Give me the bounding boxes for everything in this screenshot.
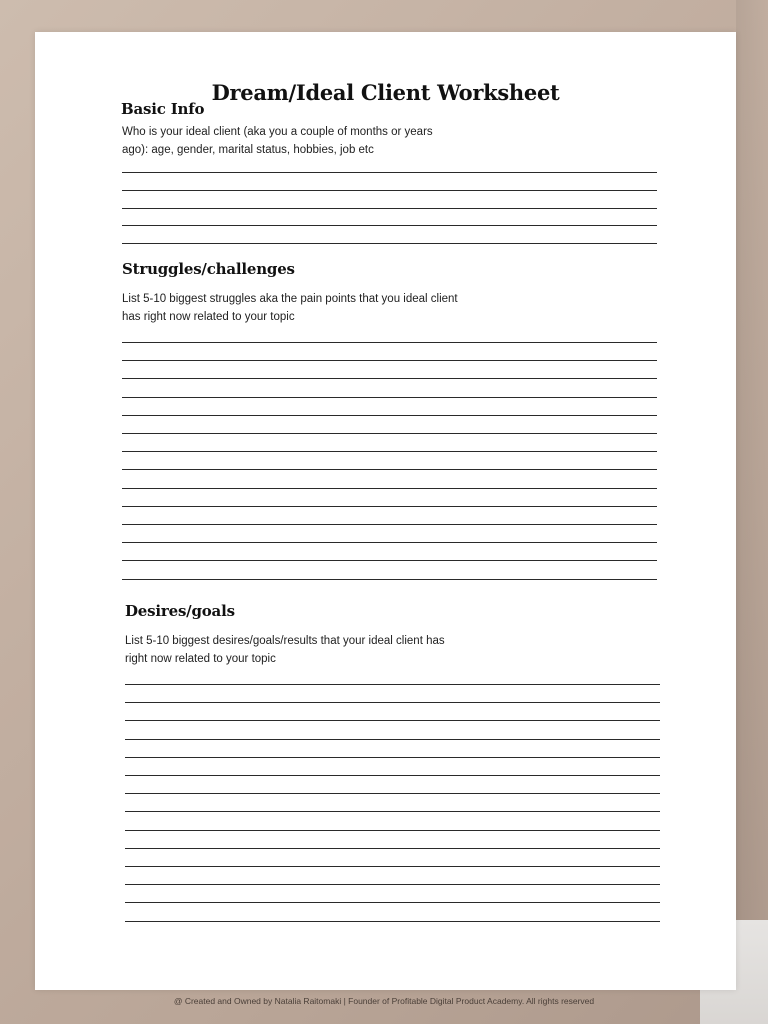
answer-line: [122, 469, 657, 470]
answer-line: [125, 702, 660, 703]
answer-line: [125, 866, 660, 867]
answer-line: [122, 378, 657, 379]
answer-line: [122, 433, 657, 434]
answer-line: [125, 739, 660, 740]
answer-line: [125, 720, 660, 721]
answer-line: [125, 884, 660, 885]
answer-line: [122, 542, 657, 543]
answer-line: [125, 830, 660, 831]
worksheet-page: [35, 32, 736, 990]
section-prompt-desires: List 5-10 biggest desires/goals/results that your ideal client has right now related to your topic: [125, 635, 445, 665]
answer-line: [122, 225, 657, 226]
answer-line: [122, 560, 657, 561]
answer-line: [122, 524, 657, 525]
answer-line: [122, 579, 657, 580]
section-heading-struggles: Struggles/challenges: [122, 260, 295, 278]
answer-line: [122, 342, 657, 343]
answer-line: [125, 793, 660, 794]
answer-line: [122, 172, 657, 173]
answer-line: [125, 848, 660, 849]
answer-line: [122, 243, 657, 244]
answer-line: [122, 208, 657, 209]
background-shadow: [736, 0, 768, 1024]
answer-line: [125, 902, 660, 903]
section-heading-desires: Desires/goals: [125, 602, 235, 620]
answer-line: [122, 451, 657, 452]
answer-line: [122, 415, 657, 416]
answer-line: [122, 360, 657, 361]
answer-line: [122, 506, 657, 507]
section-heading-basic-info: Basic Info: [121, 100, 205, 118]
answer-line: [125, 775, 660, 776]
page-title: Dream/Ideal Client Worksheet: [211, 80, 560, 105]
answer-line: [122, 488, 657, 489]
answer-line: [125, 684, 660, 685]
answer-line: [125, 921, 660, 922]
section-prompt-basic-info: Who is your ideal client (aka you a couple of months or years ago): age, gender, marital status, hobbies, job etc: [122, 126, 433, 156]
answer-line: [122, 190, 657, 191]
answer-line: [122, 397, 657, 398]
answer-line: [125, 757, 660, 758]
copyright-footer: @ Created and Owned by Natalia Raitomaki | Founder of Profitable Digital Product Academy. All rights reserved: [173, 996, 595, 1006]
section-prompt-struggles: List 5-10 biggest struggles aka the pain points that you ideal client has right now related to your topic: [122, 293, 458, 323]
answer-line: [125, 811, 660, 812]
